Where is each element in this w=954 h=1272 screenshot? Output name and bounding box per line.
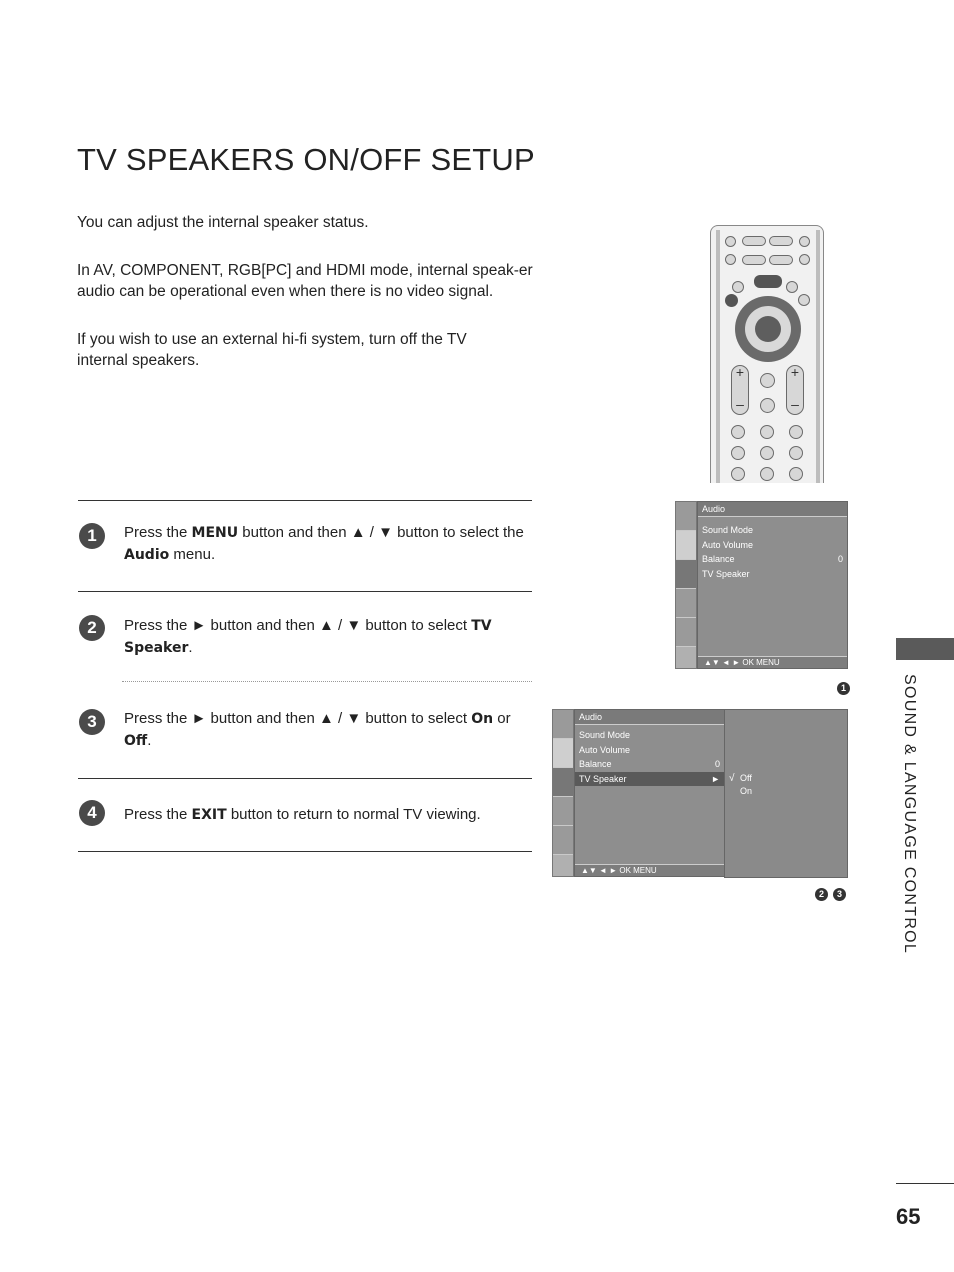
remote-menu-button (754, 275, 782, 288)
remote-ok-button (755, 316, 781, 342)
remote-forward-button (769, 255, 793, 265)
audio-menu-icon (553, 768, 573, 797)
remote-button (732, 281, 744, 293)
submenu-arrow-icon: ► (711, 773, 720, 784)
osd-menu-icon-column (675, 501, 697, 669)
osd-menu-item: Auto Volume (579, 744, 631, 755)
remote-channel-plus: + (790, 364, 800, 380)
step-number-4: 4 (79, 800, 105, 826)
osd-menu-footer: ▲▼ ◄ ► OK MENU (698, 656, 847, 668)
remote-number-button (731, 446, 745, 460)
intro-paragraph-2: In AV, COMPONENT, RGB[PC] and HDMI mode, internal speak-er audio can be operational even when there is no video signal. (77, 262, 533, 300)
intro-paragraph-1: You can adjust the internal speaker status. (77, 214, 369, 231)
remote-number-button (789, 467, 803, 481)
osd-menu-item-selected: TV Speaker ► (575, 772, 724, 787)
remote-rewind-button (742, 255, 766, 265)
remote-record-button (799, 236, 810, 247)
remote-number-button (789, 446, 803, 460)
section-side-label: SOUND & LANGUAGE CONTROL (901, 674, 918, 955)
check-icon: √ (729, 773, 735, 784)
remote-button (786, 281, 798, 293)
callout-badge-3: 3 (833, 888, 846, 901)
callout-badge-1: 1 (837, 682, 850, 695)
step-1-text: Press the MENU button and then ▲ / ▼ button to select the Audio menu. (124, 524, 524, 563)
osd-menu-item: Balance 0 (698, 552, 847, 567)
remote-number-button (731, 467, 745, 481)
option-on: On (740, 786, 753, 796)
remote-button (725, 294, 738, 307)
remote-skip-back-button (725, 254, 736, 265)
remote-edge (716, 230, 720, 483)
remote-pause-button (769, 236, 793, 246)
remote-edge (816, 230, 820, 483)
remote-play-button (742, 236, 766, 246)
remote-channel-minus: – (791, 396, 799, 412)
page-title: TV SPEAKERS ON/OFF SETUP (77, 142, 535, 177)
remote-mute-button (760, 398, 775, 413)
section-tab-bar (896, 638, 954, 660)
remote-number-button (760, 446, 774, 460)
intro-paragraph-3: If you wish to use an external hi-fi system, turn off the TV internal speakers. (77, 331, 467, 369)
audio-menu-icon (676, 560, 696, 589)
option-menu-icon (553, 826, 573, 855)
step-divider (78, 591, 532, 592)
osd-menu-header: Audio (698, 502, 847, 517)
osd-menu-icon-column (552, 709, 574, 877)
remote-number-button (731, 425, 745, 439)
osd-speaker-submenu (724, 709, 848, 878)
osd-menu-item: TV Speaker (702, 568, 750, 579)
remote-skip-forward-button (799, 254, 810, 265)
osd-audio-menu-1 (697, 501, 848, 669)
osd-menu-footer: ▲▼ ◄ ► OK MENU (575, 864, 724, 876)
step-3-text: Press the ► button and then ▲ / ▼ button to select On or Off. (124, 710, 511, 749)
step-divider (78, 778, 532, 779)
picture-menu-icon (676, 531, 696, 560)
step-number-1: 1 (79, 523, 105, 549)
step-dotted-divider (122, 681, 532, 682)
remote-number-button (789, 425, 803, 439)
balance-value: 0 (837, 554, 843, 564)
remote-volume-plus: + (735, 364, 745, 380)
remote-volume-minus: – (736, 396, 744, 412)
page-number: 65 (896, 1204, 921, 1229)
step-2-text: Press the ► button and then ▲ / ▼ button to select TV Speaker. (124, 617, 492, 656)
setup-menu-icon (553, 710, 573, 739)
setup-menu-icon (676, 502, 696, 531)
osd-menu-item: Sound Mode (579, 730, 631, 740)
time-menu-icon (676, 589, 696, 618)
option-off: Off (740, 773, 752, 783)
remote-button (760, 373, 775, 388)
remote-stop-button (725, 236, 736, 247)
picture-menu-icon (553, 739, 573, 768)
balance-value: 0 (714, 759, 720, 769)
time-menu-icon (553, 797, 573, 826)
step-4-text: Press the EXIT button to return to normal TV viewing. (124, 806, 481, 823)
step-number-3: 3 (79, 709, 105, 735)
osd-menu-item: Auto Volume (702, 539, 754, 550)
osd-menu-header: Audio (575, 710, 724, 725)
remote-number-button (760, 467, 774, 481)
page-number-rule (896, 1183, 954, 1184)
remote-number-button (760, 425, 774, 439)
step-number-2: 2 (79, 615, 105, 641)
option-menu-icon (676, 618, 696, 647)
step-divider (78, 500, 532, 501)
osd-menu-item: Sound Mode (702, 525, 754, 535)
callout-badge-2: 2 (815, 888, 828, 901)
osd-audio-menu-2 (574, 709, 725, 877)
remote-button (798, 294, 810, 306)
osd-menu-item: Balance 0 (575, 757, 724, 772)
step-divider (78, 851, 532, 852)
